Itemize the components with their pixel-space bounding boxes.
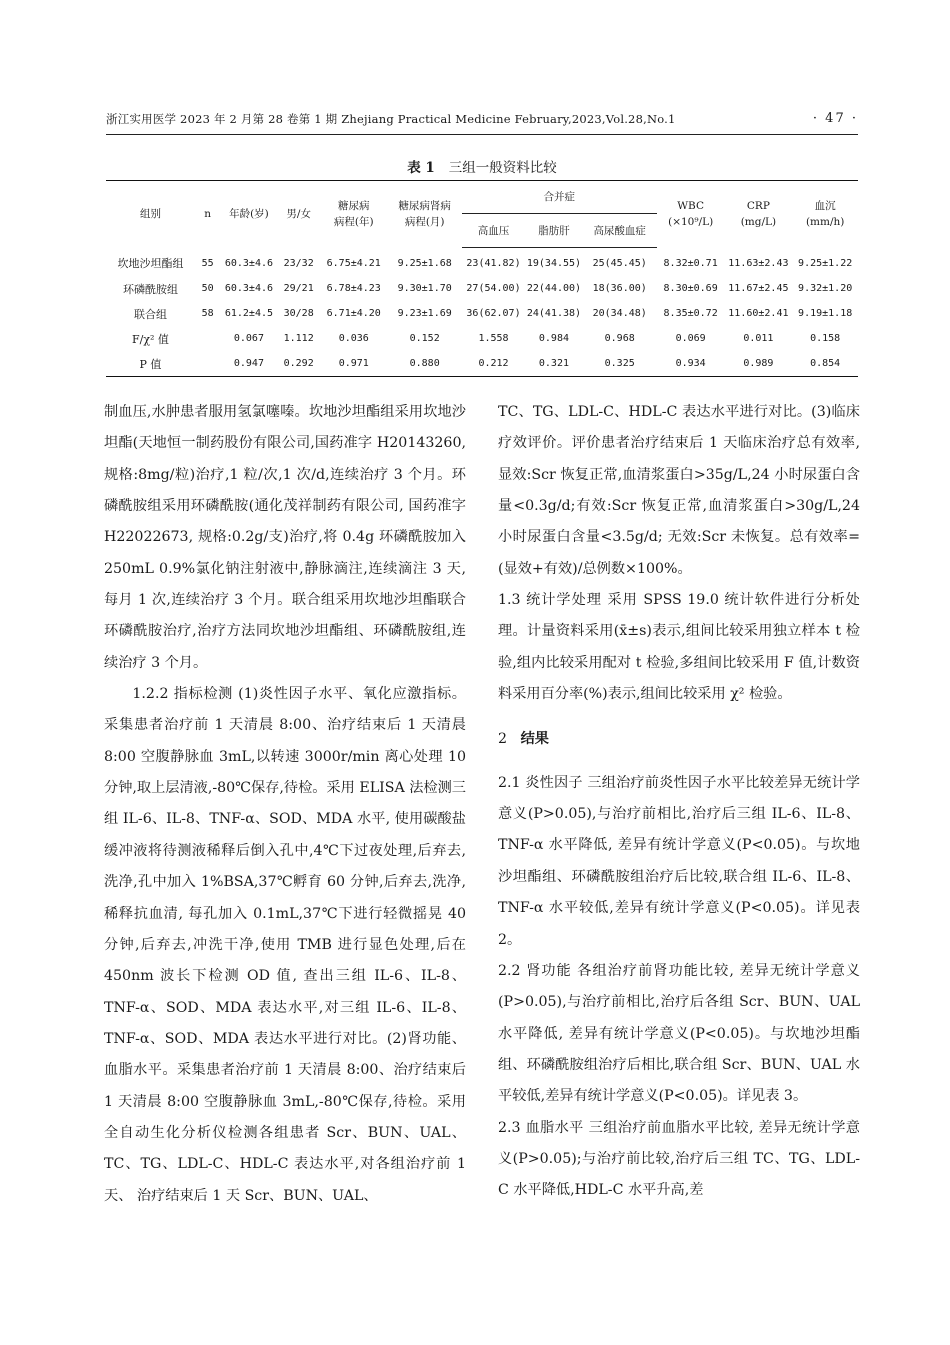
cell: 50 — [201, 283, 214, 294]
th-sex: 男/女 — [286, 208, 311, 221]
cell: 0.325 — [604, 358, 635, 369]
th-dm-course: 糖尿病 病程(年) — [333, 200, 374, 229]
right-column — [498, 397, 860, 1207]
cell: 8.32±0.71 — [663, 257, 718, 269]
cell: 0.158 — [810, 333, 841, 344]
paragraph: 1.3 统计学处理 采用 SPSS 19.0 统计软件进行分析处理。计量资料采用(x̄±s)表示,组间比较采用独立样本 t 检验,组内比较采用配对 t 检验,多组间比较采用 F 值,计数资料采用百分率(%)表示,组间比较采用 χ² 检验。 — [498, 592, 860, 703]
section-number: 2 — [498, 731, 508, 748]
cell: 58 — [201, 308, 214, 319]
cell: 60.3±4.6 — [224, 257, 274, 269]
cell — [195, 326, 220, 351]
cell: 23/32 — [283, 257, 314, 269]
cell: 8.30±0.69 — [663, 283, 718, 294]
cell: 11.60±2.41 — [728, 308, 789, 319]
cell: 0.321 — [538, 358, 569, 369]
th-n: n — [204, 208, 212, 221]
cell: 0.971 — [338, 358, 369, 369]
cell: 0.947 — [233, 358, 264, 369]
th-crp: CRP (mg/L) — [740, 200, 777, 229]
cell: 60.3±4.6 — [224, 283, 274, 294]
cell: 0.934 — [675, 358, 706, 369]
th-hypertension: 高血压 — [462, 214, 526, 248]
th-esr: 血沉 (mm/h) — [805, 200, 845, 229]
page-number: · 47 · — [812, 111, 858, 126]
paragraph: 2.1 炎性因子 三组治疗前炎性因子水平比较差异无统计学意义(P>0.05),与治疗前相比,治疗后三组 IL-6、IL-8、TNF-α 水平降低, 差异有统计学意义(P<0.05)。与坎地沙坦酯组、环磷酰胺组治疗后比较,联合组 IL-6、IL-8、TNF-α 水平较低,差异有统计学意义(P<0.05)。详见表 2。 — [498, 774, 860, 948]
cell: 0.292 — [283, 358, 314, 369]
cell: 1.112 — [283, 333, 314, 344]
th-fatty-liver: 脂肪肝 — [525, 214, 582, 248]
cell: 0.069 — [675, 333, 706, 344]
baseline-table — [106, 180, 858, 377]
cell: 29/21 — [283, 283, 314, 294]
th-wbc: WBC (×10⁹/L) — [668, 200, 714, 229]
cell: 6.78±4.23 — [326, 283, 381, 294]
running-header — [106, 111, 858, 127]
cell: 27(54.00) — [466, 283, 521, 294]
cell: F/χ² 值 — [132, 332, 169, 346]
cell: 0.984 — [538, 333, 569, 344]
cell: 0.212 — [478, 358, 509, 369]
cell: 1.558 — [478, 333, 509, 344]
cell: 9.32±1.20 — [798, 283, 853, 294]
table-row — [106, 301, 858, 326]
section-heading — [498, 724, 860, 755]
th-complications: 合并症 — [462, 181, 657, 214]
cell: 6.71±4.20 — [326, 308, 381, 319]
cell: 0.011 — [743, 333, 774, 344]
cell: 55 — [201, 257, 214, 269]
cell: 0.036 — [338, 333, 369, 344]
th-dn-course: 糖尿病肾病 病程(月) — [398, 200, 451, 229]
cell: 8.35±0.72 — [663, 308, 718, 319]
th-hyperuricemia: 高尿酸血症 — [583, 214, 657, 248]
table-row — [106, 326, 858, 351]
cell: 18(36.00) — [592, 283, 647, 294]
paragraph: 1.2.2 指标检测 (1)炎性因子水平、氧化应激指标。采集患者治疗前 1 天清晨 8:00、治疗结束后 1 天清晨 8:00 空腹静脉血 3mL,以转速 3000r/min 离心处理 10 分钟,取上层清液,-80℃保存,待检。采用 ELISA 法检测三组 IL-6、IL-8、TNF-α、SOD、MDA 水平, 使用碳酸盐缓冲液将待测液稀释后倒入孔中,4℃下过夜处理,后弃去,洗净,孔中加入 1%BSA,37℃孵育 60 分钟,后弃去,洗净,稀释抗血清, 每孔加入 0.1mL,37℃下进行轻微摇晃 40 分钟,后弃去,冲洗干净,使用 TMB 进行显色处理,后在 450nm 波长下检测 OD 值, 查出三组 IL-6、IL-8、TNF-α、SOD、MDA 表达水平,对三组 IL-6、IL-8、TNF-α、SOD、MDA 表达水平进行对比。(2)肾功能、血脂水平。采集患者治疗前 1 天清晨 8:00、治疗结束后 1 天清晨 8:00 空腹静脉血 3mL,-80℃保存,待检。采用全自动生化分析仪检测各组患者 Scr、BUN、UAL、TC、TG、LDL-C、HDL-C 表达水平,对各组治疗前 1 天、 治疗结束后 1 天 Scr、BUN、UAL、 — [104, 686, 466, 1204]
cell: P 值 — [139, 357, 162, 371]
paragraph: 制血压,水肿患者服用氢氯噻嗪。坎地沙坦酯组采用坎地沙坦酯(天地恒一制药股份有限公司,国药准字 H20143260,规格:8mg/粒)治疗,1 粒/次,1 次/d,连续治疗 3 个月。环磷酰胺组采用环磷酰胺(通化茂祥制药有限公司, 国药准字 H22022673, 规格:0.2g/支)治疗,将 0.4g 环磷酰胺加入 250mL 0.9%氯化钠注射液中,静脉滴注,连续滴注 3 天,每月 1 次,连续治疗 3 个月。联合组采用坎地沙坦酯联合环磷酰胺治疗,治疗方法同坎地沙坦酯组、环磷酰胺组,连续治疗 3 个月。 — [104, 404, 466, 671]
cell: 11.63±2.43 — [728, 257, 789, 269]
cell: 36(62.07) — [466, 308, 521, 319]
th-age: 年龄(岁) — [229, 208, 269, 221]
cell: 23(41.82) — [466, 258, 521, 269]
table-caption — [106, 156, 858, 176]
cell: 9.25±1.68 — [397, 257, 452, 269]
table-row — [106, 351, 858, 377]
cell: 0.067 — [233, 333, 264, 344]
cell: 25(45.45) — [592, 258, 647, 269]
paragraph: 2.3 血脂水平 三组治疗前血脂水平比较, 差异无统计学意义(P>0.05);与治疗前比较,治疗后三组 TC、TG、LDL-C 水平降低,HDL-C 水平升高,差 — [498, 1119, 860, 1199]
cell: 20(34.48) — [592, 308, 647, 319]
cell: 6.75±4.21 — [326, 257, 381, 269]
cell — [195, 351, 220, 377]
cell: 22(44.00) — [526, 283, 582, 294]
cell: 0.854 — [810, 358, 841, 369]
cell: 9.19±1.18 — [798, 308, 853, 319]
cell: 0.968 — [604, 333, 635, 344]
cell: 19(34.55) — [526, 258, 582, 269]
cell: 坎地沙坦酯组 — [117, 257, 184, 271]
table-row — [106, 248, 858, 277]
th-group: 组别 — [139, 208, 161, 221]
table-title: 三组一般资料比较 — [448, 160, 557, 176]
cell: 9.30±1.70 — [397, 283, 452, 294]
cell: 0.880 — [409, 358, 440, 369]
section-title: 结果 — [520, 731, 549, 748]
cell: 30/28 — [283, 308, 314, 319]
table-label: 表 1 — [407, 160, 435, 176]
paragraph: TC、TG、LDL-C、HDL-C 表达水平进行对比。(3)临床疗效评价。评价患者治疗结束后 1 天临床治疗总有效率,显效:Scr 恢复正常,血清浆蛋白>35g/L,24 小时尿蛋白含量<0.3g/d;有效:Scr 恢复正常,血清浆蛋白>30g/L,24 小时尿蛋白含量<3.5g/d; 无效:Scr 未恢复。总有效率=(显效+有效)/总例数×100%。 — [498, 404, 860, 577]
journal-info: 浙江实用医学 2023 年 2 月第 28 卷第 1 期 Zhejiang Practical Medicine February,2023,Vol.28,No.1 — [106, 112, 676, 126]
table-row — [106, 276, 858, 301]
cell: 0.989 — [743, 358, 774, 369]
cell: 11.67±2.45 — [728, 283, 789, 294]
cell: 环磷酰胺组 — [122, 282, 178, 296]
cell: 9.23±1.69 — [397, 308, 452, 319]
cell: 24(41.38) — [526, 308, 582, 319]
cell: 0.152 — [409, 333, 440, 344]
cell: 联合组 — [133, 307, 167, 321]
cell: 9.25±1.22 — [798, 257, 853, 269]
cell: 61.2±4.5 — [224, 308, 274, 319]
header-rule — [106, 134, 858, 135]
left-column — [104, 397, 466, 1212]
paragraph: 2.2 肾功能 各组治疗前肾功能比较, 差异无统计学意义(P>0.05),与治疗前相比,治疗后各组 Scr、BUN、UAL 水平降低, 差异有统计学意义(P<0.05)。与坎地沙坦酯组、环磷酰胺组治疗后相比,联合组 Scr、BUN、UAL 水平较低,差异有统计学意义(P<0.05)。详见表 3。 — [498, 962, 860, 1105]
